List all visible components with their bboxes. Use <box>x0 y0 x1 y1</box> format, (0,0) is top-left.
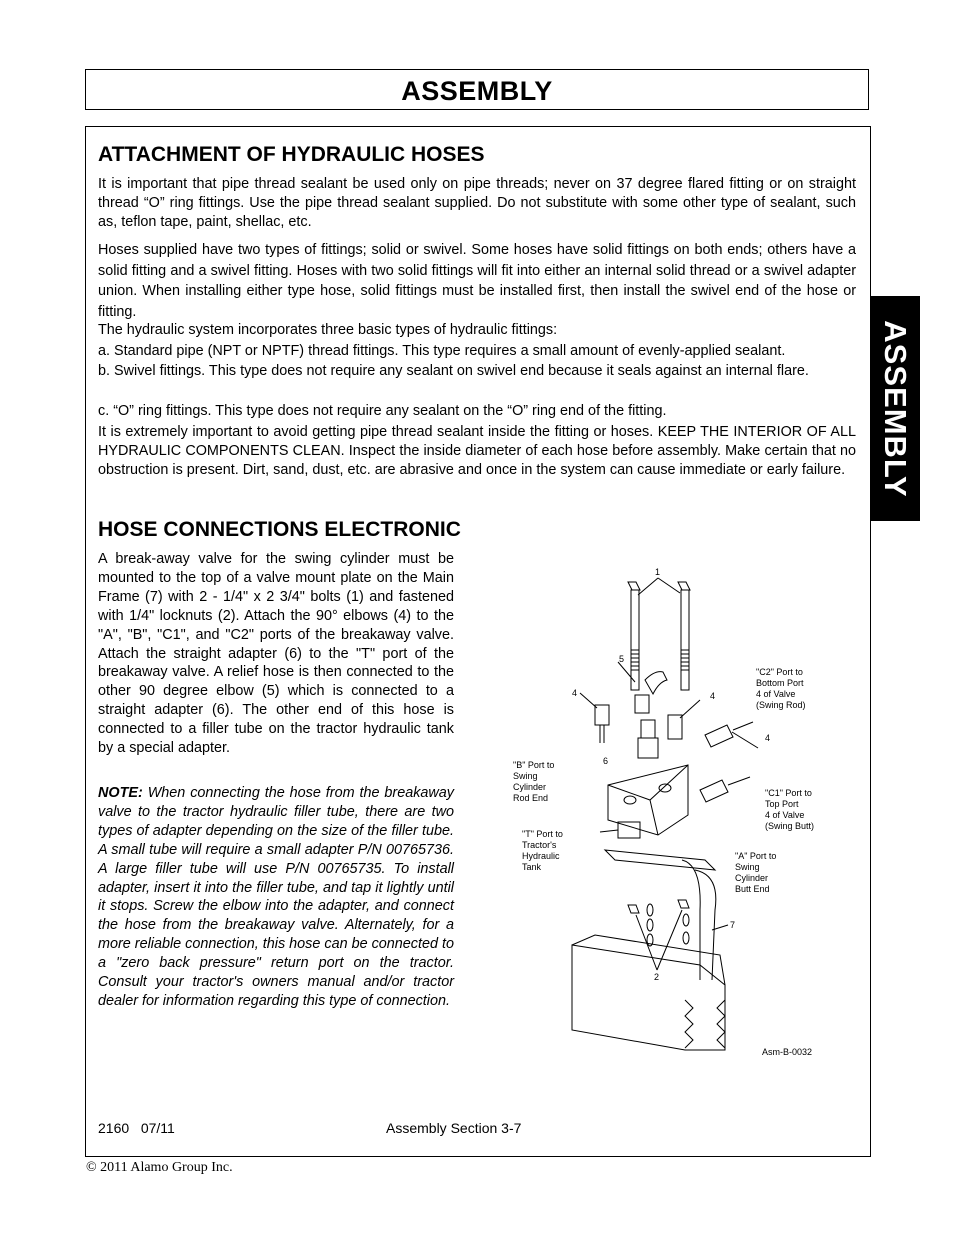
paragraph: Hoses supplied have two types of fittings; solid or swivel. Some hoses have solid fittings on both ends; others have a solid fitting and a swivel fitting. Hoses with two solid fittings will fit into either an internal solid thread or a swivel adapter union. When installing either type hose, solid fittings must be installed first, then install the swivel end of the hose or fitting. <box>98 242 856 320</box>
label-c2-port: "C2" Port to Bottom Port 4 of Valve (Swing Rod) <box>756 667 806 710</box>
bolt-right <box>678 582 690 690</box>
heading-hose-connections: HOSE CONNECTIONS ELECTRONIC <box>98 518 461 541</box>
main-frame <box>572 945 725 1050</box>
callout-1: 1 <box>655 567 661 577</box>
callout-2: 2 <box>654 972 660 982</box>
label-t-port: "T" Port to Tractor's Hydraulic Tank <box>522 829 563 872</box>
paragraph: The hydraulic system incorporates three basic types of hydraulic fittings: <box>98 322 558 338</box>
footer-model-date: 2160 07/11 <box>98 1120 175 1136</box>
figure-id-label: Asm-B-0032 <box>762 1047 813 1057</box>
mount-plate <box>605 850 715 870</box>
paragraph: b. Swivel fittings. This type does not require any sealant on swivel end because it seals against an internal flare. <box>98 363 809 379</box>
callout-5: 5 <box>619 654 625 664</box>
side-tab-label: ASSEMBLY <box>878 319 913 498</box>
paragraph: A break-away valve for the swing cylinder must be mounted to the top of a valve mount plate on the Main Frame (7) with 2 - 1/4" x 2 3/4" bolts (1) and fastened with 1/4" locknuts (2). Attach the 90° elbows (4) to the "A", "B", "C1", and "C2" ports of the breakaway valve. Attach the straight adapter (6) to the "T" port of the breakaway valve. A relief hose is then connected to the other 90 degree elbow (5) which is connected to a straight adapter (6). The other end of this hose is connected to a filler tube on the tractor hydraulic tank by a special adapter. <box>98 551 454 757</box>
paragraph: a. Standard pipe (NPT or NPTF) thread fittings. This type requires a small amount of evenly-applied sealant. <box>98 343 786 359</box>
paragraph: It is extremely important to avoid getting pipe thread sealant inside the fitting or hoses. KEEP THE INTERIOR OF ALL HYDRAULIC COMPONENTS CLEAN. Inspect the inside diameter of each hose before assembly. Make certain that no obstruction is present. Dirt, sand, dust, etc. are abrasive and once in the system can cause immediate or early failure. <box>98 424 856 478</box>
paragraph: It is important that pipe thread sealant be used only on pipe threads; never on 37 degree flared fitting or on straight thread “O” ring fittings. Use the pipe thread sealant supplied. Do not substitute with some other type of sealant, such as, teflon tape, paint, shellac, etc. <box>98 176 856 230</box>
label-b-port: "B" Port to Swing Cylinder Rod End <box>513 760 555 803</box>
section-side-tab <box>870 296 920 521</box>
label-a-port: "A" Port to Swing Cylinder Butt End <box>735 851 777 894</box>
header-box <box>85 69 869 110</box>
heading-attachment: ATTACHMENT OF HYDRAULIC HOSES <box>98 143 485 166</box>
callout-7: 7 <box>730 920 736 930</box>
callout-6: 6 <box>603 756 609 766</box>
callout-4: 4 <box>710 691 716 701</box>
paragraph: c. “O” ring fittings. This type does not require any sealant on the “O” ring end of the fitting. <box>98 403 667 419</box>
copyright: © 2011 Alamo Group Inc. <box>86 1160 233 1175</box>
label-c1-port: "C1" Port to Top Port 4 of Valve (Swing Butt) <box>765 788 815 831</box>
callout-4: 4 <box>572 688 578 698</box>
bolt-left <box>628 582 640 690</box>
callout-4: 4 <box>765 733 771 743</box>
note-text: When connecting the hose from the breakaway valve to the tractor hydraulic filler tube, there are two types of adapter depending on the size of the filler tube. A small tube will require a small adapter P/N 00765736. A large filler tube will use P/N 00765735. To install adapter, insert it into the filler tube, and tap it lightly until it stops. Screw the elbow into the adapter, and connect the hose from the breakaway valve. Alternately, for a more reliable connection, this hose can be connected to a "zero back pressure" return port on the tractor. Consult your tractor's owners manual and/or tractor dealer for information regarding this type of connection. <box>98 785 454 1009</box>
note-label: NOTE: <box>98 785 143 801</box>
page-title: ASSEMBLY <box>401 76 553 106</box>
valve-assembly-diagram <box>500 560 840 1060</box>
note-paragraph <box>98 784 454 1011</box>
footer-section: Assembly Section 3-7 <box>386 1120 522 1136</box>
